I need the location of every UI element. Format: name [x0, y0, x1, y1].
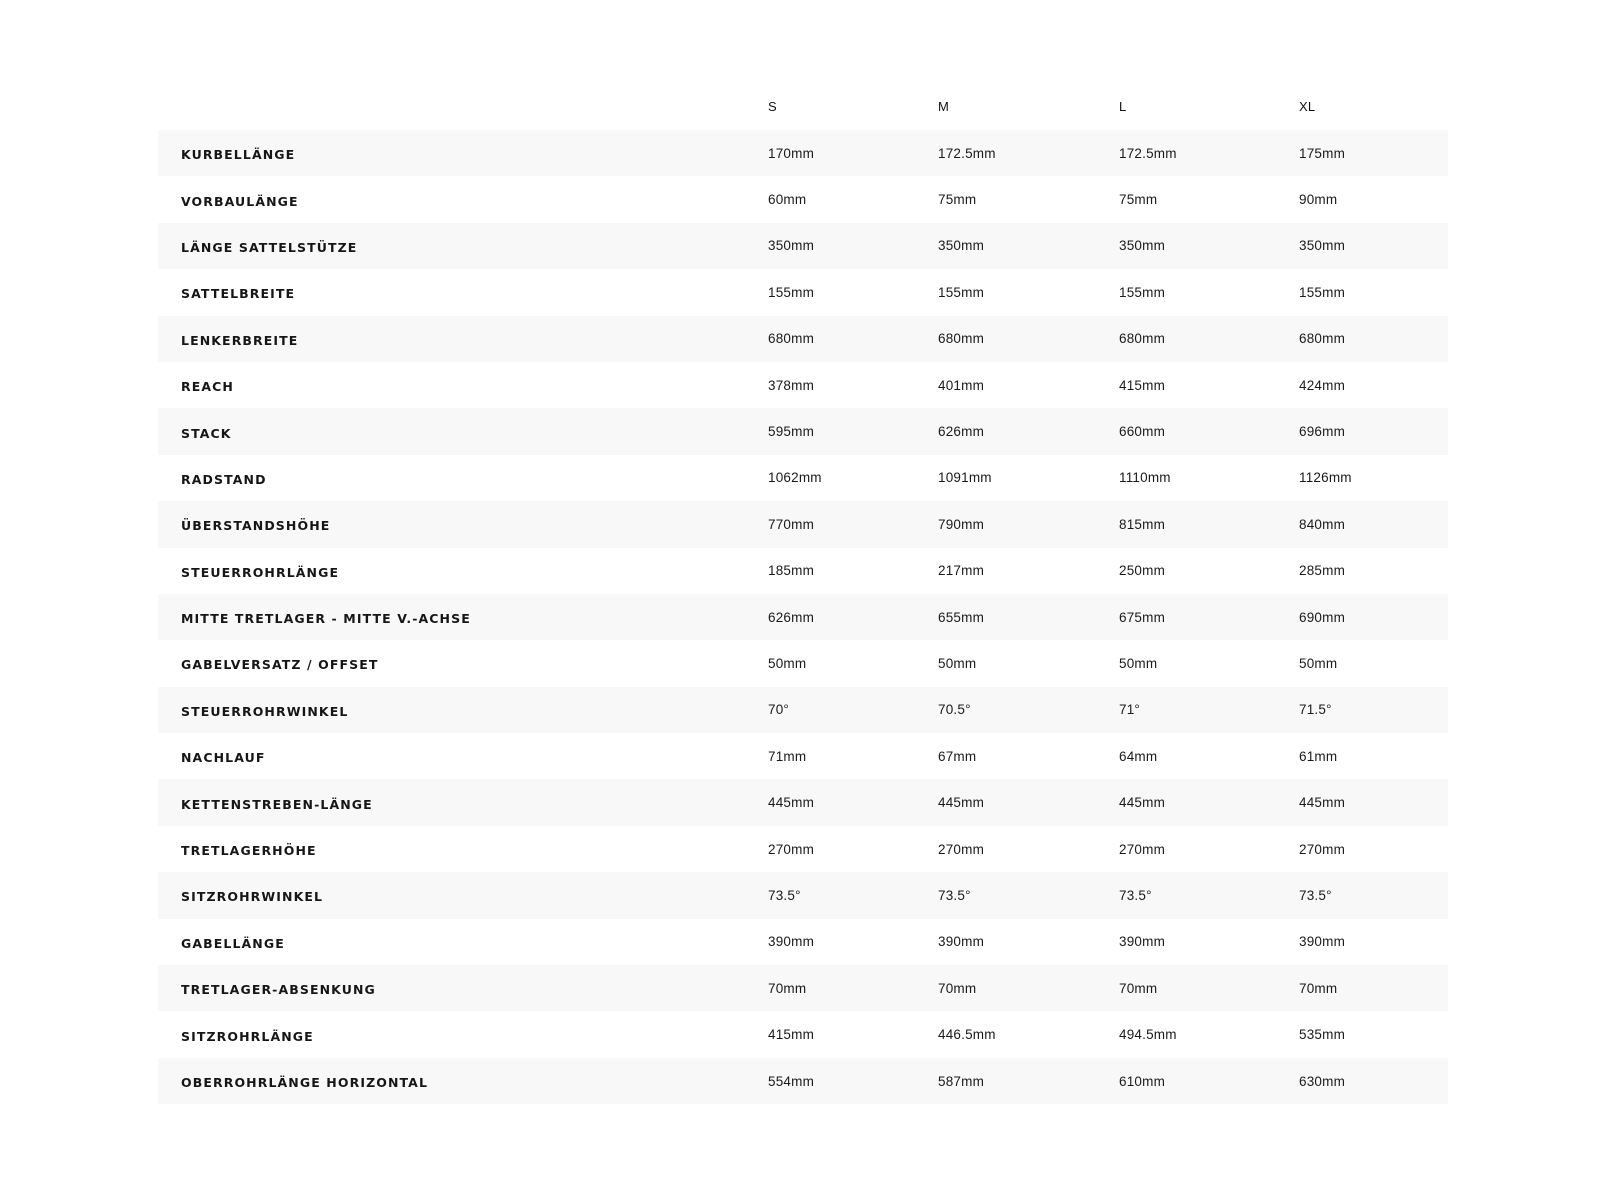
row-label: STEUERROHRLÄNGE [181, 564, 340, 580]
cell-size-m: 70mm [938, 980, 977, 996]
cell-size-s: 60mm [768, 192, 807, 208]
cell-size-l: 390mm [1119, 934, 1166, 950]
table-row [158, 687, 1448, 733]
cell-size-m: 445mm [938, 795, 985, 811]
cell-size-l: 610mm [1119, 1073, 1166, 1089]
table-row [158, 779, 1448, 825]
table-row [158, 223, 1448, 269]
cell-size-s: 680mm [768, 331, 815, 347]
cell-size-l: 70mm [1119, 980, 1158, 996]
table-header-row [158, 82, 1448, 130]
cell-size-m: 626mm [938, 424, 985, 440]
table-row [158, 594, 1448, 640]
row-label: LÄNGE SATTELSTÜTZE [181, 239, 358, 255]
table-row [158, 826, 1448, 872]
cell-size-xl: 445mm [1299, 795, 1346, 811]
row-label: GABELVERSATZ / OFFSET [181, 657, 379, 673]
cell-size-l: 1110mm [1119, 470, 1171, 486]
cell-size-xl: 350mm [1299, 238, 1346, 254]
row-label: SITZROHRLÄNGE [181, 1028, 314, 1044]
cell-size-s: 626mm [768, 609, 815, 625]
cell-size-m: 73.5° [938, 887, 971, 903]
cell-size-m: 270mm [938, 841, 985, 857]
cell-size-xl: 424mm [1299, 377, 1346, 393]
row-label: MITTE TRETLAGER - MITTE V.-ACHSE [181, 611, 471, 627]
cell-size-m: 350mm [938, 238, 985, 254]
row-label: TRETLAGER-ABSENKUNG [181, 982, 376, 998]
cell-size-s: 185mm [768, 563, 815, 579]
cell-size-s: 155mm [768, 284, 815, 300]
cell-size-l: 815mm [1119, 516, 1166, 532]
row-label: NACHLAUF [181, 750, 266, 766]
row-label: OBERROHRLÄNGE HORIZONTAL [181, 1075, 429, 1090]
cell-size-l: 680mm [1119, 331, 1166, 347]
table-row [158, 316, 1448, 362]
cell-size-m: 655mm [938, 609, 985, 625]
table-row [158, 640, 1448, 686]
cell-size-m: 401mm [938, 377, 985, 393]
table-row [158, 455, 1448, 501]
cell-size-l: 494.5mm [1119, 1027, 1177, 1043]
cell-size-l: 350mm [1119, 238, 1166, 254]
header-size-m: M [938, 98, 950, 114]
table-row [158, 269, 1448, 315]
row-label: SATTELBREITE [181, 286, 296, 302]
cell-size-l: 415mm [1119, 377, 1166, 393]
cell-size-xl: 70mm [1299, 980, 1338, 996]
table-row [158, 733, 1448, 779]
cell-size-s: 445mm [768, 795, 815, 811]
cell-size-s: 70° [768, 702, 790, 718]
cell-size-xl: 680mm [1299, 331, 1346, 347]
cell-size-s: 770mm [768, 516, 815, 532]
cell-size-s: 415mm [768, 1027, 815, 1043]
cell-size-l: 75mm [1119, 192, 1158, 208]
table-row [158, 176, 1448, 222]
cell-size-xl: 71.5° [1299, 702, 1332, 718]
cell-size-xl: 690mm [1299, 609, 1346, 625]
row-label: STACK [181, 425, 232, 441]
table-row [158, 965, 1448, 1011]
cell-size-m: 587mm [938, 1073, 985, 1089]
cell-size-xl: 696mm [1299, 424, 1346, 440]
cell-size-xl: 155mm [1299, 284, 1346, 300]
row-label: TRETLAGERHÖHE [181, 843, 317, 859]
cell-size-xl: 630mm [1299, 1073, 1346, 1089]
cell-size-s: 595mm [768, 424, 815, 440]
cell-size-s: 554mm [768, 1073, 815, 1089]
table-row [158, 1058, 1448, 1104]
cell-size-xl: 285mm [1299, 563, 1346, 579]
cell-size-l: 250mm [1119, 563, 1166, 579]
cell-size-xl: 90mm [1299, 192, 1338, 208]
table-row [158, 130, 1448, 176]
cell-size-l: 155mm [1119, 284, 1166, 300]
cell-size-l: 675mm [1119, 609, 1166, 625]
row-label: STEUERROHRWINKEL [181, 703, 349, 719]
cell-size-m: 390mm [938, 934, 985, 950]
cell-size-l: 172.5mm [1119, 145, 1177, 161]
cell-size-m: 680mm [938, 331, 985, 347]
cell-size-s: 270mm [768, 841, 815, 857]
cell-size-m: 50mm [938, 655, 977, 671]
cell-size-l: 64mm [1119, 748, 1158, 764]
cell-size-m: 75mm [938, 192, 977, 208]
header-size-s: S [768, 98, 777, 114]
geometry-table [158, 82, 1448, 1104]
cell-size-s: 50mm [768, 655, 807, 671]
row-label: SITZROHRWINKEL [181, 889, 324, 905]
table-row [158, 362, 1448, 408]
cell-size-xl: 535mm [1299, 1027, 1346, 1043]
cell-size-s: 1062mm [768, 470, 822, 486]
row-label: RADSTAND [181, 471, 267, 487]
cell-size-xl: 840mm [1299, 516, 1346, 532]
cell-size-m: 1091mm [938, 470, 992, 486]
cell-size-s: 390mm [768, 934, 815, 950]
cell-size-m: 446.5mm [938, 1027, 996, 1043]
cell-size-s: 71mm [768, 748, 807, 764]
cell-size-l: 445mm [1119, 795, 1166, 811]
cell-size-xl: 270mm [1299, 841, 1346, 857]
cell-size-m: 790mm [938, 516, 985, 532]
cell-size-xl: 1126mm [1299, 470, 1352, 486]
cell-size-xl: 61mm [1299, 748, 1338, 764]
cell-size-m: 67mm [938, 748, 977, 764]
table-row [158, 919, 1448, 965]
cell-size-xl: 73.5° [1299, 887, 1332, 903]
cell-size-s: 378mm [768, 377, 815, 393]
cell-size-xl: 50mm [1299, 655, 1338, 671]
table-row [158, 872, 1448, 918]
cell-size-xl: 390mm [1299, 934, 1346, 950]
table-row [158, 1011, 1448, 1057]
cell-size-l: 660mm [1119, 424, 1166, 440]
cell-size-m: 70.5° [938, 702, 971, 718]
cell-size-s: 70mm [768, 980, 807, 996]
cell-size-m: 217mm [938, 563, 985, 579]
table-row [158, 408, 1448, 454]
cell-size-l: 50mm [1119, 655, 1158, 671]
header-size-l: L [1119, 98, 1127, 114]
cell-size-m: 155mm [938, 284, 985, 300]
header-size-xl: XL [1299, 98, 1316, 114]
table-row [158, 548, 1448, 594]
cell-size-xl: 175mm [1299, 145, 1346, 161]
cell-size-l: 71° [1119, 702, 1141, 718]
row-label: LENKERBREITE [181, 332, 299, 348]
row-label: VORBAULÄNGE [181, 193, 299, 209]
row-label: ÜBERSTANDSHÖHE [181, 518, 331, 534]
table-body [158, 130, 1448, 1104]
cell-size-s: 73.5° [768, 887, 801, 903]
cell-size-s: 350mm [768, 238, 815, 254]
table-row [158, 501, 1448, 547]
cell-size-m: 172.5mm [938, 145, 996, 161]
cell-size-l: 270mm [1119, 841, 1166, 857]
row-label: REACH [181, 379, 234, 395]
row-label: KETTENSTREBEN-LÄNGE [181, 796, 373, 812]
cell-size-l: 73.5° [1119, 887, 1152, 903]
cell-size-s: 170mm [768, 145, 815, 161]
row-label: KURBELLÄNGE [181, 147, 296, 163]
row-label: GABELLÄNGE [181, 935, 285, 951]
